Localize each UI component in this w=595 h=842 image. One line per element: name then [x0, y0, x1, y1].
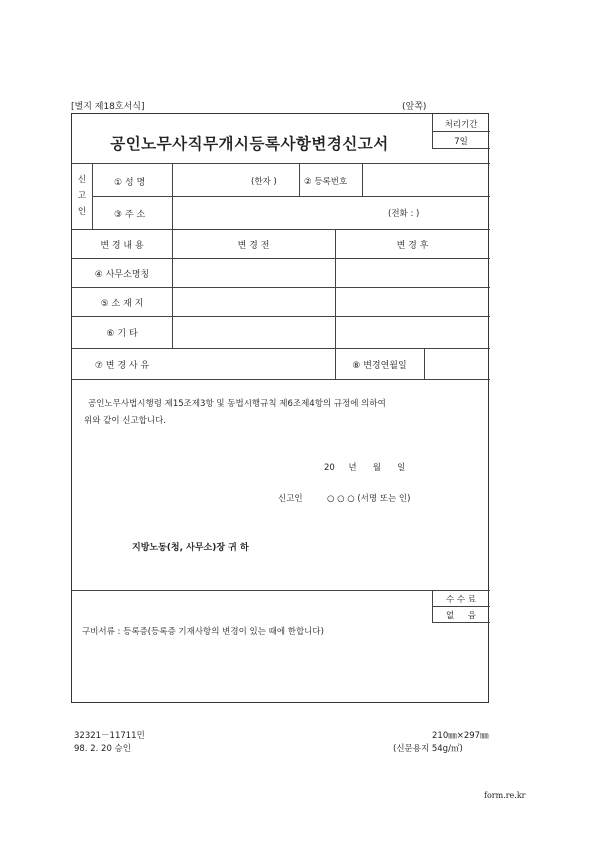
other-before-field[interactable]	[173, 317, 335, 348]
approval-date: 98. 2. 20 승인	[74, 744, 131, 754]
reporter-group-label: 신 고 인	[77, 175, 87, 217]
reason-label: ⑦ 변 경 사 유	[94, 361, 150, 371]
name-label: ① 성 명	[114, 178, 146, 188]
change-date-label: ⑧ 변경연월일	[352, 361, 407, 371]
address-field[interactable]	[173, 197, 490, 229]
col-before: 변 경 전	[237, 241, 270, 251]
col-change-content: 변 경 내 용	[100, 241, 144, 251]
change-date-field[interactable]	[425, 349, 490, 379]
col-after: 변 경 후	[396, 241, 429, 251]
statement-line1: 공인노무사법시행령 제15조제3항 및 동법시행규칙 제6조제4항의 규정에 의하여	[88, 399, 386, 409]
form-number: [별지 제18호서식]	[71, 102, 145, 112]
page-side: (앞쪽)	[402, 102, 427, 112]
date-line: 20 년 월 일	[324, 463, 406, 473]
office-name-after-field[interactable]	[336, 259, 490, 287]
regno-label: ② 등록번호	[304, 177, 348, 187]
signer-value: ○ ○ ○ (서명 또는 인)	[327, 494, 411, 504]
name-field[interactable]	[173, 164, 299, 196]
row-location: ⑤ 소 재 지	[100, 299, 144, 309]
phone-label: (전화 : )	[388, 209, 420, 219]
paper-spec: (신문용지 54g/㎡)	[393, 744, 463, 754]
row-office-name: ④ 사무소명칭	[94, 270, 150, 280]
fee-value: 없 음	[446, 611, 476, 621]
form-title: 공인노무사직무개시등록사항변경신고서	[110, 135, 389, 153]
reason-field[interactable]	[173, 349, 335, 379]
form-frame	[71, 113, 489, 703]
location-before-field[interactable]	[173, 288, 335, 316]
recipient: 지방노동(청, 사무소)장 귀 하	[132, 543, 249, 553]
regno-field[interactable]	[363, 164, 490, 196]
location-after-field[interactable]	[336, 288, 490, 316]
signer-label: 신고인	[278, 494, 303, 504]
required-documents: 구비서류 : 등록증(등록증 기재사항의 변경이 있는 때에 한합니다)	[82, 627, 324, 637]
office-name-before-field[interactable]	[173, 259, 335, 287]
hanja-label: (한자 )	[251, 177, 277, 187]
other-after-field[interactable]	[336, 317, 490, 348]
site-watermark: form.re.kr	[484, 791, 526, 800]
statement-line2: 위와 같이 신고합니다.	[84, 416, 167, 426]
processing-label: 처리기간	[444, 120, 478, 130]
address-label: ③ 주 소	[114, 210, 146, 220]
processing-period: 7일	[454, 137, 468, 147]
paper-size: 210㎜×297㎜	[432, 731, 489, 741]
form-code: 32321－11711민	[74, 731, 145, 741]
row-other: ⑥ 기 타	[106, 329, 138, 339]
fee-label: 수 수 료	[445, 595, 477, 605]
